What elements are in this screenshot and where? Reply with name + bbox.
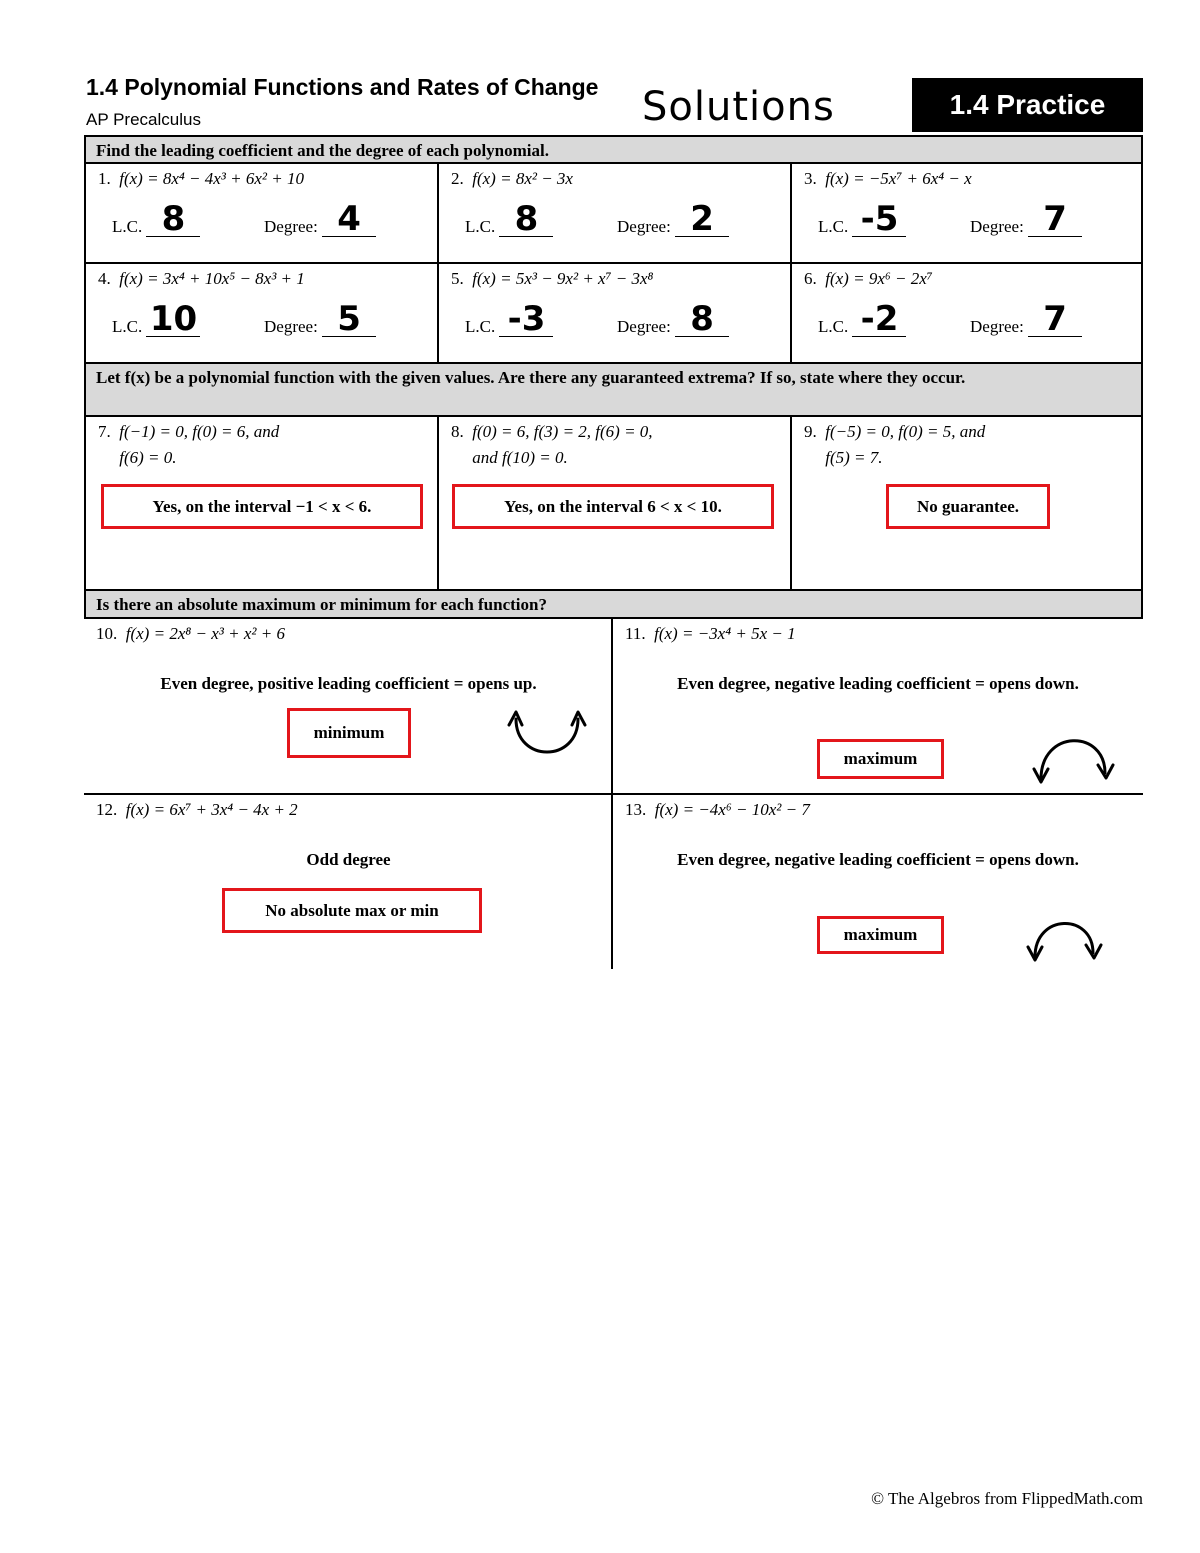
degree-answer: 5 [337, 299, 361, 339]
answer-box: No absolute max or min [222, 888, 482, 933]
section-absolute-extrema [84, 589, 1143, 967]
section-1-instruction: Find the leading coefficient and the degree of each polynomial. [86, 137, 1141, 164]
problem-equation: f(x) = 9x⁶ − 2x⁷ [825, 269, 933, 288]
degree-blank [1028, 299, 1082, 339]
problem-number: 1. [98, 169, 111, 188]
degree-answer: 2 [690, 199, 714, 239]
problem-equation: f(x) = 5x³ − 9x² + x⁷ − 3x⁸ [472, 269, 654, 288]
problem-9 [792, 417, 1141, 589]
lc-answer: 8 [161, 199, 186, 239]
problem-4 [86, 264, 439, 362]
degree-label: Degree: [617, 317, 671, 336]
problem-condition-line-2: f(5) = 7. [825, 448, 883, 467]
copyright-footer: © The Algebros from FlippedMath.com [871, 1489, 1143, 1508]
problem-1 [86, 164, 439, 264]
lc-label: L.C. [465, 317, 496, 336]
lc-answer: -3 [507, 299, 546, 339]
problem-number: 4. [98, 269, 111, 288]
degree-blank [322, 199, 376, 239]
answer-box: No guarantee. [886, 484, 1050, 529]
answer-box: minimum [287, 708, 411, 758]
problem-12 [84, 795, 613, 969]
problem-10 [84, 619, 613, 795]
lc-blank [499, 299, 553, 339]
problem-equation: f(x) = 3x⁴ + 10x⁵ − 8x³ + 1 [119, 269, 305, 288]
problem-condition-line-2: f(6) = 0. [119, 448, 177, 467]
section-3-instruction: Is there an absolute maximum or minimum for each function? [84, 591, 1143, 619]
degree-blank [675, 199, 729, 239]
answer-box: Yes, on the interval 6 < x < 10. [452, 484, 774, 529]
opens-up-arrow-icon [506, 703, 590, 773]
degree-answer: 4 [337, 199, 361, 239]
problem-equation: f(x) = −4x⁶ − 10x² − 7 [654, 800, 810, 819]
lc-label: L.C. [818, 317, 849, 336]
answer-box: maximum [817, 739, 944, 779]
lc-label: L.C. [112, 317, 143, 336]
lc-blank [146, 199, 200, 239]
problem-condition-line-2: and f(10) = 0. [472, 448, 568, 467]
degree-label: Degree: [970, 217, 1024, 236]
degree-label: Degree: [617, 217, 671, 236]
opens-down-arrow-icon [1027, 723, 1119, 789]
problem-number: 7. [98, 422, 111, 441]
problem-equation: f(x) = 2x⁸ − x³ + x² + 6 [125, 624, 285, 643]
section-leading-coefficient-degree [84, 135, 1143, 364]
opens-down-arrow-icon [1023, 907, 1105, 967]
reasoning-note: Even degree, negative leading coefficient = opens down. [677, 674, 1079, 693]
problem-condition-line-1: f(−5) = 0, f(0) = 5, and [825, 422, 986, 441]
problem-condition-line-1: f(−1) = 0, f(0) = 6, and [119, 422, 280, 441]
problem-equation: f(x) = −5x⁷ + 6x⁴ − x [825, 169, 972, 188]
lc-answer: -2 [860, 299, 899, 339]
problem-number: 8. [451, 422, 464, 441]
answer-box: Yes, on the interval −1 < x < 6. [101, 484, 423, 529]
problem-equation: f(x) = 6x⁷ + 3x⁴ − 4x + 2 [125, 800, 298, 819]
lc-answer: 8 [514, 199, 539, 239]
lc-answer: 10 [149, 299, 198, 339]
lc-label: L.C. [465, 217, 496, 236]
section-guaranteed-extrema [84, 362, 1143, 589]
degree-answer: 7 [1043, 199, 1067, 239]
degree-label: Degree: [264, 217, 318, 236]
problem-number: 10. [96, 624, 118, 643]
problem-equation: f(x) = 8x² − 3x [472, 169, 573, 188]
problem-3 [792, 164, 1141, 264]
problem-number: 9. [804, 422, 817, 441]
lc-label: L.C. [112, 217, 143, 236]
problem-7 [86, 417, 439, 589]
reasoning-note: Even degree, positive leading coefficient = opens up. [160, 674, 537, 693]
degree-answer: 8 [690, 299, 714, 339]
lc-blank [852, 199, 906, 239]
lc-blank [499, 199, 553, 239]
problem-number: 12. [96, 800, 118, 819]
problem-2 [439, 164, 792, 264]
answer-box: maximum [817, 916, 944, 954]
degree-blank [675, 299, 729, 339]
degree-blank [322, 299, 376, 339]
problem-equation: f(x) = −3x⁴ + 5x − 1 [654, 624, 796, 643]
solutions-handwritten-label: Solutions [642, 84, 835, 130]
page-title: 1.4 Polynomial Functions and Rates of Change [86, 74, 599, 100]
problem-13 [613, 795, 1143, 969]
problem-condition-line-1: f(0) = 6, f(3) = 2, f(6) = 0, [472, 422, 653, 441]
degree-blank [1028, 199, 1082, 239]
reasoning-note: Odd degree [306, 850, 391, 869]
lc-blank [852, 299, 906, 339]
section-2-instruction: Let f(x) be a polynomial function with the given values. Are there any guaranteed extrema? If so, state where they occur. [86, 364, 1141, 417]
problem-8 [439, 417, 792, 589]
problem-6 [792, 264, 1141, 362]
problem-number: 5. [451, 269, 464, 288]
degree-label: Degree: [970, 317, 1024, 336]
problem-number: 2. [451, 169, 464, 188]
problem-11 [613, 619, 1143, 795]
reasoning-note: Even degree, negative leading coefficient = opens down. [677, 850, 1079, 869]
degree-answer: 7 [1043, 299, 1067, 339]
problem-number: 13. [625, 800, 647, 819]
problem-number: 11. [625, 624, 646, 643]
degree-label: Degree: [264, 317, 318, 336]
problem-5 [439, 264, 792, 362]
lc-label: L.C. [818, 217, 849, 236]
problem-equation: f(x) = 8x⁴ − 4x³ + 6x² + 10 [119, 169, 304, 188]
problem-number: 6. [804, 269, 817, 288]
problem-number: 3. [804, 169, 817, 188]
course-subtitle: AP Precalculus [86, 110, 201, 129]
lc-blank [146, 299, 200, 339]
practice-badge: 1.4 Practice [912, 78, 1143, 132]
lc-answer: -5 [860, 199, 899, 239]
